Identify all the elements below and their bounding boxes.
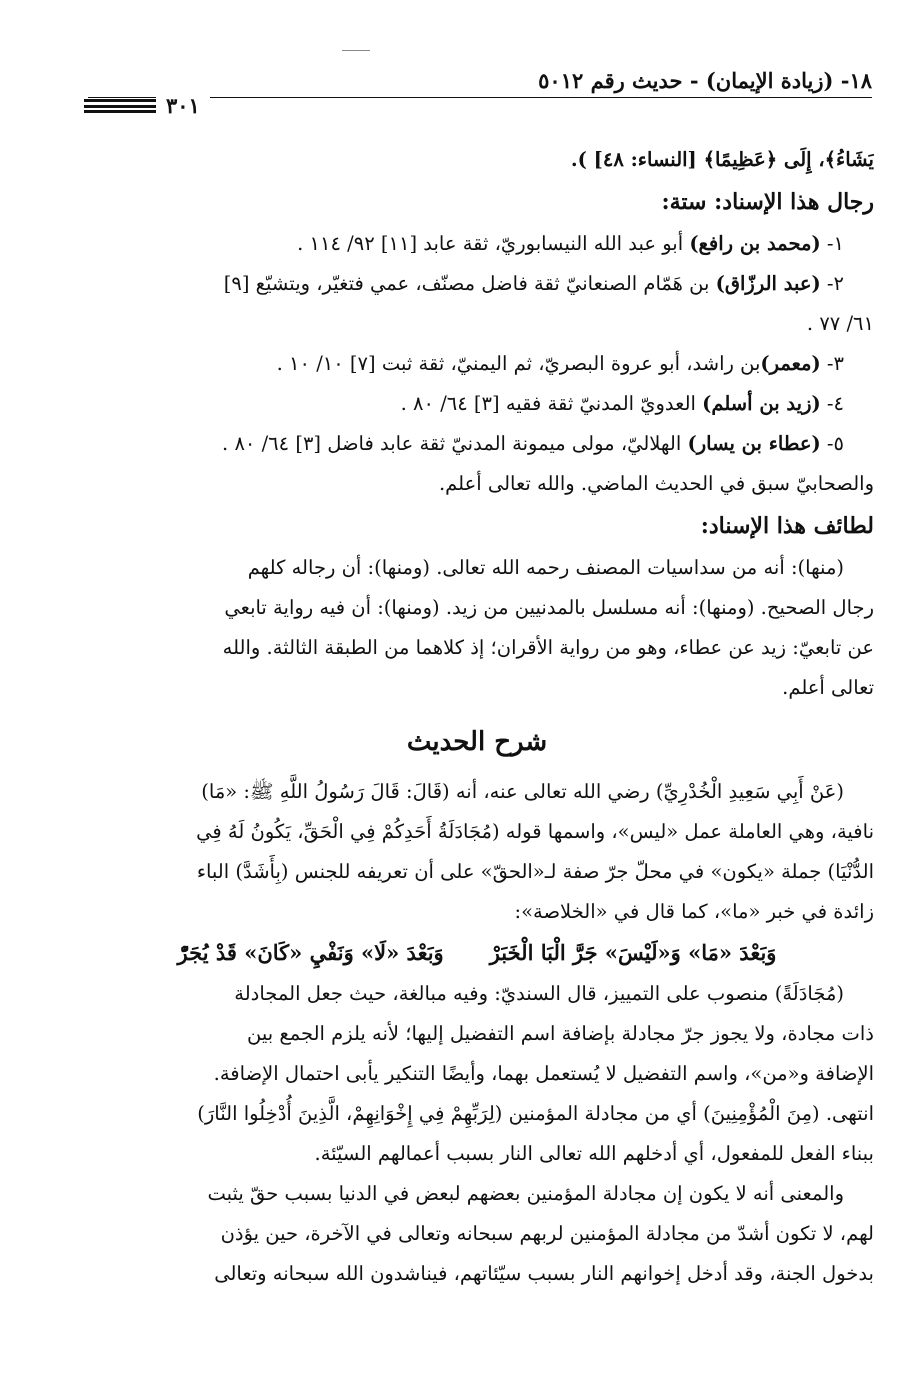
lataif-heading: لطائف هذا الإسناد:	[700, 513, 874, 539]
page-body	[80, 140, 874, 1294]
top-mark	[342, 50, 370, 51]
sharh-line: والمعنى أنه لا يكون إن مجادلة المؤمنين بعضهم لبعض في الدنيا بسبب حقّ يثبت	[207, 1182, 844, 1205]
sharh-line: (مُجَادَلَةً) منصوب على التمييز، قال السنديّ: وفيه مبالغة، حيث جعل المجادلة	[234, 982, 844, 1005]
sharh-line: نافية، وهي العاملة عمل «ليس»، واسمها قوله (مُجَادَلَةُ أَحَدِكُمْ فِي الْحَقِّ، يَكُونُ لَهُ فِي	[196, 820, 874, 843]
lataif-line: تعالى أعلم.	[782, 676, 874, 699]
sharh-line: زائدة في خبر «ما»، كما قال في «الخلاصة»:	[514, 900, 874, 923]
sharh-line: الإضافة و«من»، واسم التفضيل لا يُستعمل بهما، وأيضًا التنكير يأبى احتمال الإضافة.	[213, 1062, 874, 1085]
intro-line: يَشَاءُ﴾، إِلَى ﴿عَظِيمًا﴾ [النساء: ٤٨] ).	[570, 148, 874, 171]
lataif-line: رجال الصحيح. (ومنها): أنه مسلسل بالمدنيين من زيد. (ومنها): أن فيه رواية تابعي	[224, 596, 874, 619]
page-number-block	[84, 92, 210, 120]
sharh-line: بدخول الجنة، وقد أدخل إخوانهم النار بسبب سيّئاتهم، فيناشدون الله سبحانه وتعالى	[214, 1262, 874, 1285]
lataif-line: عن تابعيّ: زيد عن عطاء، وهو من رواية الأقران؛ إذ كلاهما من الطبقة الثالثة. والله	[222, 636, 874, 659]
rijal-item-continuation: ٦١/ ٧٧ .	[806, 312, 874, 335]
rijal-item: ٣- (معمر)بن راشد، أبو عروة البصريّ، ثم اليمنيّ، ثقة ثبت [٧] ١٠/ ١٠ .	[276, 352, 844, 375]
poem-hemistich-right: وَبَعْدَ «مَا» وَ«لَيْسَ» جَرَّ الْبَا الْخَبَرْ	[489, 940, 777, 965]
rijal-item: ٤- (زيد بن أسلم) العدويّ المدنيّ ثقة فقيه [٣] ٦٤/ ٨٠ .	[400, 392, 844, 415]
sharh-title: شرح الحديث	[406, 727, 548, 757]
sharh-line: (عَنْ أَبِي سَعِيدِ الْخُدْرِيِّ) رضي الله تعالى عنه، أنه (قَالَ: قَالَ رَسُولُ اللَّهِ ﷺ: «مَا)	[201, 780, 844, 803]
rijal-item: ٥- (عطاء بن يسار) الهلاليّ، مولى ميمونة المدنيّ ثقة عابد فاضل [٣] ٦٤/ ٨٠ .	[222, 432, 844, 455]
rijal-item: ٢- (عبد الرزّاق) بن هَمّام الصنعانيّ ثقة فاضل مصنّف، عمي فتغيّر، ويتشيّع [٩]	[223, 272, 844, 295]
rijal-item: ١- (محمد بن رافع) أبو عبد الله النيسابوريّ، ثقة عابد [١١] ٩٢/ ١١٤ .	[297, 232, 844, 255]
page-number: ٣٠١	[156, 92, 210, 120]
sharh-line: انتهى. (مِنَ الْمُؤْمِنِينَ) أي من مجادلة المؤمنين (لِرَبِّهِمْ فِي إِخْوَانِهِمْ، الَّذِينَ أُدْخِلُوا النَّارَ)	[197, 1102, 874, 1125]
rijal-heading: رجال هذا الإسناد: ستة:	[661, 189, 874, 215]
running-header: ١٨- (زيادة الإيمان) - حديث رقم ٥٠١٢	[538, 68, 872, 93]
poem-hemistich-left: وَبَعْدَ «لَا» وَنَفْيِ «كَانَ» قَدْ يُجَرّْ	[177, 940, 444, 965]
sharh-line: ببناء الفعل للمفعول، أي أدخلهم الله تعالى النار بسبب أعمالهم السيّئة.	[314, 1142, 874, 1165]
sharh-line: الدُّنْيَا) جملة «يكون» في محلّ جرّ صفة لـ«الحقّ» على أن تعريفه للجنس (بِأَشَدَّ) الباء	[196, 860, 874, 883]
page-number-bars	[84, 99, 156, 113]
sahabi-line: والصحابيّ سبق في الحديث الماضي. والله تعالى أعلم.	[438, 472, 874, 495]
poem-verse	[80, 932, 874, 974]
sharh-line: لهم، لا تكون أشدّ من مجادلة المؤمنين لربهم سبحانه وتعالى في الآخرة، حين يؤذن	[220, 1222, 874, 1245]
sharh-line: ذات مجادة، ولا يجوز جرّ مجادلة بإضافة اسم التفضيل إليها؛ لأنه يلزم الجمع بين	[246, 1022, 874, 1045]
lataif-line: (منها): أنه من سداسيات المصنف رحمه الله تعالى. (ومنها): أن رجاله كلهم	[247, 556, 844, 579]
